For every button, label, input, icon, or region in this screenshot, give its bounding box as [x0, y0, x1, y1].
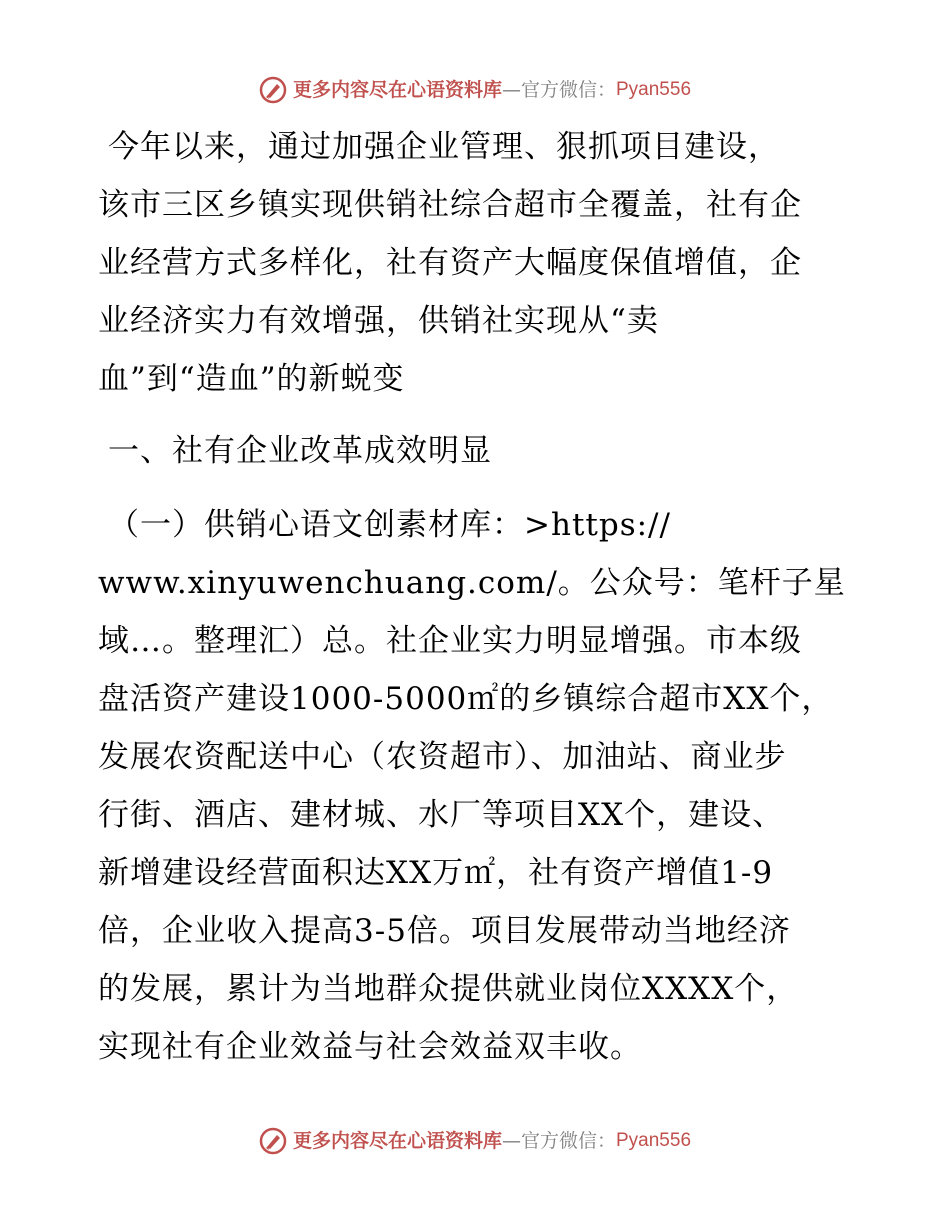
- banner-separator: —: [501, 79, 521, 101]
- banner-brand: 更多内容尽在心语资料库: [292, 79, 502, 101]
- banner-wechat-id: Pyan556: [616, 79, 692, 100]
- text-line: 该市三区乡镇实现供销社综合超市全覆盖，社有企: [98, 187, 802, 223]
- section-paragraph: [98, 496, 858, 1076]
- text-line: www.xinyuwenchuang.com/。公众号：笔杆子星: [98, 565, 846, 601]
- text-line: 倍，企业收入提高3-5倍。项目发展带动当地经济: [98, 913, 791, 949]
- document-body: [98, 118, 858, 1076]
- text-line: 域…。整理汇）总。社企业实力明显增强。市本级: [98, 623, 802, 659]
- text-line: （一）供销心语文创素材库：>https://: [108, 507, 671, 543]
- section-heading: [98, 422, 858, 480]
- footer-banner: [0, 1127, 950, 1155]
- banner-label: 官方微信：: [520, 1130, 616, 1152]
- banner-wechat-id: Pyan556: [616, 1130, 692, 1151]
- header-banner: [0, 76, 950, 104]
- pen-logo-icon: [259, 1127, 287, 1155]
- text-line: 业经济实力有效增强，供销社实现从“卖: [98, 303, 659, 339]
- banner-brand: 更多内容尽在心语资料库: [292, 1130, 502, 1152]
- text-line: 业经营方式多样化，社有资产大幅度保值增值，企: [98, 245, 802, 281]
- text-line: 的发展，累计为当地群众提供就业岗位XXXX个，: [98, 971, 799, 1007]
- text-line: 盘活资产建设1000-5000㎡的乡镇综合超市XX个，: [98, 681, 834, 717]
- text-line: 行街、酒店、建材城、水厂等项目XX个，建设、: [98, 797, 785, 833]
- pen-logo-icon: [259, 76, 287, 104]
- banner-label: 官方微信：: [520, 79, 616, 101]
- text-line: 血”到“造血”的新蜕变: [98, 361, 405, 397]
- text-line: 实现社有企业效益与社会效益双丰收。: [98, 1029, 642, 1065]
- intro-paragraph: [98, 118, 858, 408]
- text-line: 新增建设经营面积达XX万㎡，社有资产增值1-9: [98, 855, 774, 891]
- text-line: 发展农资配送中心（农资超市）、加油站、商业步: [98, 739, 787, 775]
- heading-text: 一、社有企业改革成效明显: [108, 433, 492, 469]
- banner-separator: —: [501, 1130, 521, 1152]
- text-line: 今年以来，通过加强企业管理、狠抓项目建设，: [108, 129, 780, 165]
